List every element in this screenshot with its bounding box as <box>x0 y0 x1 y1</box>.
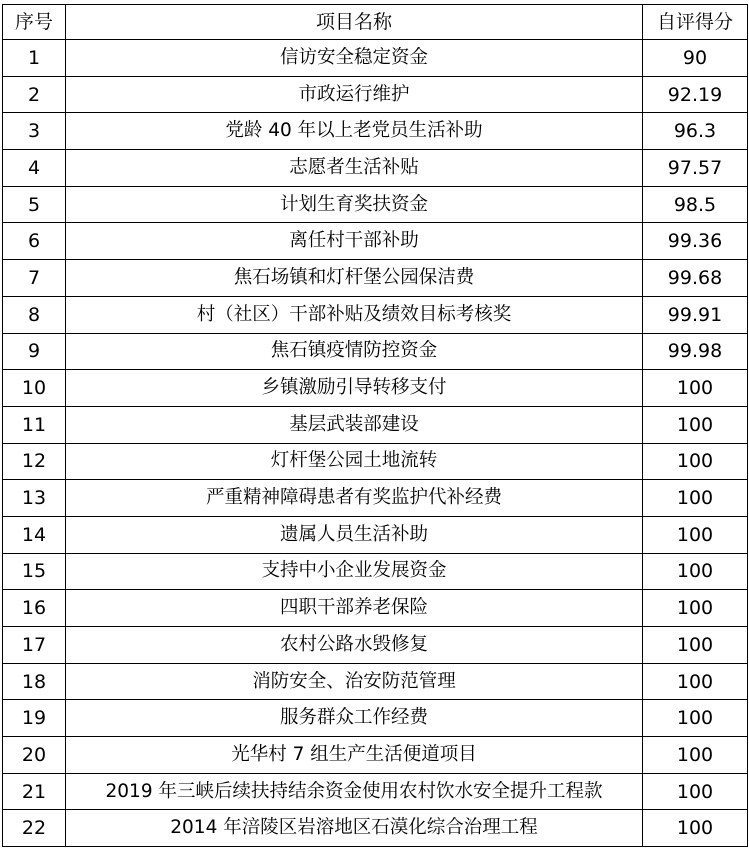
table-row <box>3 76 748 113</box>
project-name-cell: 村（社区）干部补贴及绩效目标考核奖 <box>66 296 643 333</box>
serial-number-cell: 18 <box>3 663 66 700</box>
table-row <box>3 590 748 627</box>
table-row <box>3 627 748 664</box>
serial-number-cell: 12 <box>3 443 66 480</box>
self-score-cell: 99.91 <box>643 296 748 333</box>
table-row <box>3 443 748 480</box>
project-name-cell: 乡镇激励引导转移支付 <box>66 370 643 407</box>
self-score-cell: 99.68 <box>643 260 748 297</box>
project-score-table <box>2 4 748 847</box>
table-row <box>3 406 748 443</box>
self-score-cell: 100 <box>643 810 748 847</box>
project-name-cell: 党龄 40 年以上老党员生活补助 <box>66 113 643 150</box>
self-score-cell: 100 <box>643 590 748 627</box>
project-name-cell: 2014 年涪陵区岩溶地区石漠化综合治理工程 <box>66 810 643 847</box>
project-name-cell: 市政运行维护 <box>66 76 643 113</box>
serial-number-cell: 17 <box>3 627 66 664</box>
project-name-cell: 服务群众工作经费 <box>66 700 643 737</box>
serial-number-cell: 13 <box>3 480 66 517</box>
serial-number-cell: 9 <box>3 333 66 370</box>
self-score-cell: 100 <box>643 700 748 737</box>
self-score-cell: 92.19 <box>643 76 748 113</box>
table-row <box>3 553 748 590</box>
serial-number-cell: 4 <box>3 150 66 187</box>
project-name-cell: 基层武装部建设 <box>66 406 643 443</box>
serial-number-cell: 7 <box>3 260 66 297</box>
header-serial-number: 序号 <box>3 5 66 40</box>
table-row <box>3 663 748 700</box>
table-row <box>3 40 748 77</box>
project-name-cell: 焦石镇疫情防控资金 <box>66 333 643 370</box>
serial-number-cell: 19 <box>3 700 66 737</box>
serial-number-cell: 10 <box>3 370 66 407</box>
serial-number-cell: 2 <box>3 76 66 113</box>
serial-number-cell: 1 <box>3 40 66 77</box>
self-score-cell: 100 <box>643 406 748 443</box>
project-name-cell: 消防安全、治安防范管理 <box>66 663 643 700</box>
self-score-cell: 98.5 <box>643 186 748 223</box>
project-name-cell: 焦石场镇和灯杆堡公园保洁费 <box>66 260 643 297</box>
table-row <box>3 480 748 517</box>
project-name-cell: 2019 年三峡后续扶持结余资金使用农村饮水安全提升工程款 <box>66 773 643 810</box>
self-score-cell: 100 <box>643 627 748 664</box>
self-score-cell: 96.3 <box>643 113 748 150</box>
serial-number-cell: 5 <box>3 186 66 223</box>
self-score-cell: 100 <box>643 773 748 810</box>
serial-number-cell: 8 <box>3 296 66 333</box>
self-score-cell: 99.98 <box>643 333 748 370</box>
serial-number-cell: 15 <box>3 553 66 590</box>
table-row <box>3 810 748 847</box>
table-row <box>3 296 748 333</box>
header-project-name: 项目名称 <box>66 5 643 40</box>
self-score-cell: 100 <box>643 553 748 590</box>
table-row <box>3 150 748 187</box>
project-name-cell: 严重精神障碍患者有奖监护代补经费 <box>66 480 643 517</box>
table-row <box>3 773 748 810</box>
project-name-cell: 遗属人员生活补助 <box>66 516 643 553</box>
table-row <box>3 223 748 260</box>
serial-number-cell: 6 <box>3 223 66 260</box>
table-row <box>3 700 748 737</box>
header-self-score: 自评得分 <box>643 5 748 40</box>
table-row <box>3 516 748 553</box>
serial-number-cell: 20 <box>3 737 66 774</box>
table-row <box>3 370 748 407</box>
project-name-cell: 计划生育奖扶资金 <box>66 186 643 223</box>
project-name-cell: 离任村干部补助 <box>66 223 643 260</box>
self-score-cell: 100 <box>643 663 748 700</box>
serial-number-cell: 22 <box>3 810 66 847</box>
self-score-cell: 100 <box>643 737 748 774</box>
serial-number-cell: 16 <box>3 590 66 627</box>
header-row <box>3 5 748 40</box>
project-name-cell: 志愿者生活补贴 <box>66 150 643 187</box>
self-score-cell: 100 <box>643 516 748 553</box>
self-score-cell: 100 <box>643 480 748 517</box>
table-row <box>3 260 748 297</box>
serial-number-cell: 3 <box>3 113 66 150</box>
project-name-cell: 四职干部养老保险 <box>66 590 643 627</box>
serial-number-cell: 21 <box>3 773 66 810</box>
table-row <box>3 737 748 774</box>
project-name-cell: 农村公路水毁修复 <box>66 627 643 664</box>
table-row <box>3 113 748 150</box>
project-name-cell: 支持中小企业发展资金 <box>66 553 643 590</box>
table-row <box>3 333 748 370</box>
serial-number-cell: 11 <box>3 406 66 443</box>
table-header <box>3 5 748 40</box>
serial-number-cell: 14 <box>3 516 66 553</box>
project-name-cell: 灯杆堡公园土地流转 <box>66 443 643 480</box>
table-body <box>3 40 748 847</box>
table-row <box>3 186 748 223</box>
self-score-cell: 97.57 <box>643 150 748 187</box>
project-name-cell: 信访安全稳定资金 <box>66 40 643 77</box>
project-name-cell: 光华村 7 组生产生活便道项目 <box>66 737 643 774</box>
self-score-cell: 100 <box>643 370 748 407</box>
self-score-cell: 100 <box>643 443 748 480</box>
self-score-cell: 90 <box>643 40 748 77</box>
self-score-cell: 99.36 <box>643 223 748 260</box>
